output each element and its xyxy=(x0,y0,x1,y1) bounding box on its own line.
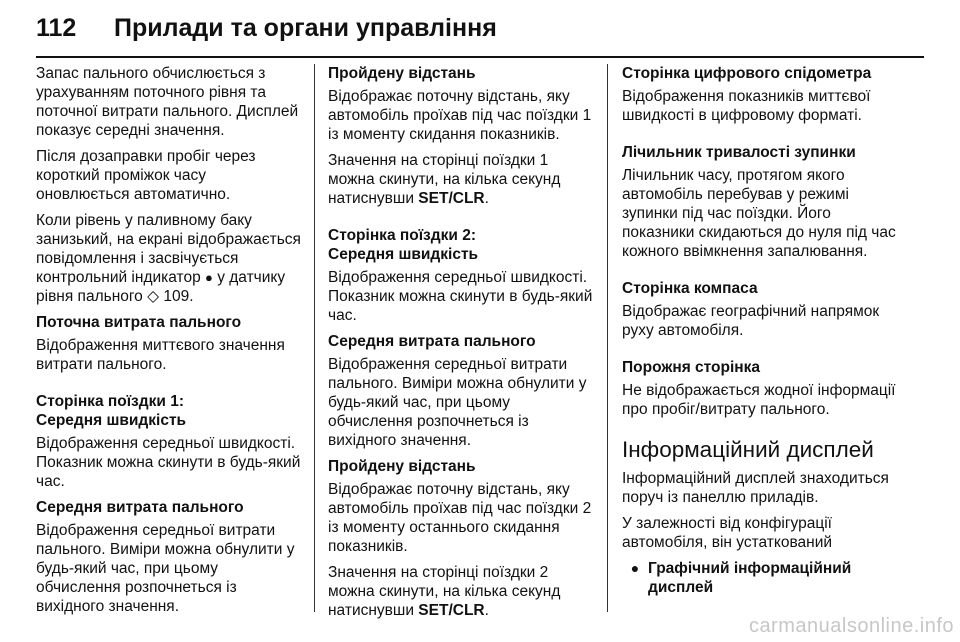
watermark: carmanualsonline.info xyxy=(748,615,954,637)
paragraph-text: Значення на сторінці поїздки 1 можна скинути, на кілька секунд натиснувши xyxy=(328,152,561,207)
paragraph: Відображає географічний напрямок руху автомобіля. xyxy=(622,303,880,339)
paragraph: Відображення середньої витрати пального. Виміри можна обнулити у будь-який час, при цьому обчислення розпочнеться із вихідного значення. xyxy=(328,356,587,449)
list-item-text: Графічний інформаційний дисплей xyxy=(648,560,852,596)
subheading-line: Сторінка поїздки 1: xyxy=(36,393,184,410)
bullet-icon: ● xyxy=(630,560,640,576)
paragraph xyxy=(36,211,302,306)
paragraph-text: . xyxy=(484,190,489,207)
page-number: 112 xyxy=(36,14,77,42)
paragraph: Інформаційний дисплей знаходиться поруч із панеллю приладів. xyxy=(622,470,889,506)
paragraph-text: Значення на сторінці поїздки 2 можна скинути, на кілька секунд натиснувши xyxy=(328,564,561,619)
column-divider-1 xyxy=(314,64,315,612)
fuel-warning-indicator-icon: ● xyxy=(205,270,213,285)
subheading-line: Сторінка поїздки 2: xyxy=(328,227,476,244)
subheading-distance-trip2: Пройдену відстань xyxy=(328,458,476,475)
subheading-trip2 xyxy=(328,226,596,264)
header-rule xyxy=(36,56,924,58)
subheading-current-fuel: Поточна витрата пального xyxy=(36,314,242,331)
list-item xyxy=(622,559,902,597)
paragraph: Запас пального обчислюється з урахуванням поточного рівня та поточної витрати пального. Дисплей показує середні значення. xyxy=(36,65,299,139)
key-label: SET/CLR xyxy=(418,190,485,207)
paragraph: Відображення середньої швидкості. Показник можна скинути в будь-який час. xyxy=(36,435,301,490)
column-3 xyxy=(622,64,902,597)
paragraph: Відображення показників миттєвої швидкості в цифровому форматі. xyxy=(622,88,871,124)
subheading-average-fuel-2: Середня витрата пального xyxy=(328,333,536,350)
paragraph: Відображає поточну відстань, яку автомобіль проїхав під час поїздки 1 із моменту скидання показників. xyxy=(328,88,592,143)
paragraph xyxy=(328,563,596,620)
paragraph: У залежності від конфігурації автомобіля, він устаткований xyxy=(622,515,833,551)
page-reference: 109. xyxy=(159,288,194,305)
paragraph: Відображення середньої витрати пального. Виміри можна обнулити у будь-який час, при цьому обчислення розпочнеться із вихідного значення. xyxy=(36,522,295,615)
subheading-blank-page: Порожня сторінка xyxy=(622,359,761,376)
column-1 xyxy=(36,64,302,623)
paragraph-text: у датчику рівня пального xyxy=(36,269,286,305)
page-header xyxy=(36,14,924,54)
paragraph-text: Коли рівень у паливному баку занизький, на екрані відображається повідомлення і засвічується контрольний індикатор xyxy=(36,212,301,286)
page-reference-icon: ◇ xyxy=(147,288,160,305)
subheading-distance-trip1: Пройдену відстань xyxy=(328,65,476,82)
paragraph: Лічильник часу, протягом якого автомобіль перебував у режимі зупинки під час поїздки. Його показники скидаються до нуля під час кожного ввімкнення запалювання. xyxy=(622,167,896,260)
paragraph: Після дозаправки пробіг через короткий проміжок часу оновлюється автоматично. xyxy=(36,148,256,203)
subheading-compass: Сторінка компаса xyxy=(622,280,758,297)
paragraph xyxy=(328,151,596,208)
subheading-line: Середня швидкість xyxy=(328,246,479,263)
column-2 xyxy=(328,64,596,627)
subheading-digital-speedometer: Сторінка цифрового спідометра xyxy=(622,65,872,82)
subheading-average-fuel: Середня витрата пального xyxy=(36,499,244,516)
paragraph: Відображає поточну відстань, яку автомобіль проїхав під час поїздки 2 із моменту останнього скидання показників. xyxy=(328,481,592,555)
paragraph: Не відображається жодної інформації про пробіг/витрату пального. xyxy=(622,382,896,418)
column-divider-2 xyxy=(607,64,608,612)
paragraph: Відображення миттєвого значення витрати пального. xyxy=(36,337,285,373)
paragraph-text: . xyxy=(484,602,489,619)
key-label: SET/CLR xyxy=(418,602,485,619)
paragraph: Відображення середньої швидкості. Показник можна скинути в будь-який час. xyxy=(328,269,593,324)
subheading-line: Середня швидкість xyxy=(36,412,187,429)
subheading-trip1 xyxy=(36,392,302,430)
section-title: Інформаційний дисплей xyxy=(622,437,874,462)
subheading-stop-timer: Лічильник тривалості зупинки xyxy=(622,144,856,161)
chapter-title: Прилади та органи управління xyxy=(114,14,497,42)
